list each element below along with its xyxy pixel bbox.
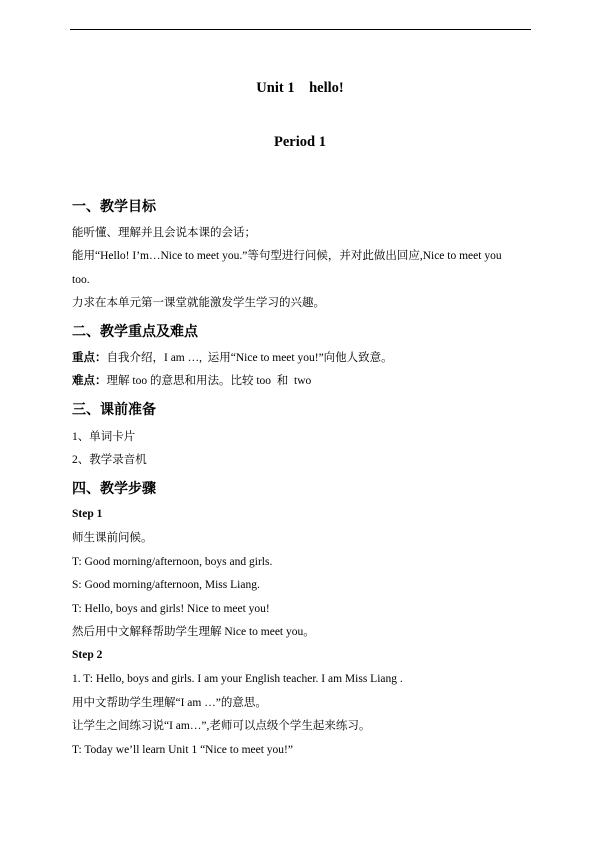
- difficult-point-text: 理解 too 的意思和用法。比较 too 和 two: [106, 375, 312, 387]
- period-title: Period 1: [274, 134, 326, 150]
- key-point-text: 自我介绍，I am …, 运用“Nice to meet you!”向他人致意。: [106, 352, 393, 364]
- step-1-line-5: 然后用中文解释帮助学生理解 Nice to meet you。: [72, 626, 315, 638]
- header-rule: [70, 29, 531, 30]
- objective-line-1: 能听懂、理解并且会说本课的会话；: [72, 227, 256, 239]
- step-2-line-3: 让学生之间练习说“I am…”,老师可以点级个学生起来练习。: [72, 720, 371, 732]
- objective-line-3: too.: [72, 274, 90, 286]
- key-point-line: [72, 351, 393, 365]
- step-1-label: Step 1: [72, 508, 103, 520]
- difficult-point-line: [72, 374, 311, 388]
- step-2-line-4: T: Today we’ll learn Unit 1 “Nice to meet you!”: [72, 744, 293, 756]
- step-1-line-2: T: Good morning/afternoon, boys and girls.: [72, 556, 273, 568]
- objective-line-4: 力求在本单元第一课堂就能激发学生学习的兴趣。: [72, 297, 325, 309]
- section-heading-preparation: 三、课前准备: [72, 402, 156, 418]
- section-heading-procedure: 四、教学步骤: [72, 481, 156, 497]
- document-title: Unit 1 hello!: [256, 80, 344, 96]
- section-heading-objectives: 一、教学目标: [72, 199, 156, 215]
- objective-line-2: 能用“Hello! I’m…Nice to meet you.”等句型进行问候，并对此做出回应,Nice to meet you: [72, 250, 502, 262]
- step-1-line-1: 师生课前问候。: [72, 532, 153, 544]
- key-point-label: 重点：: [72, 352, 107, 364]
- step-2-line-1: 1. T: Hello, boys and girls. I am your English teacher. I am Miss Liang .: [72, 673, 403, 685]
- step-2-line-2: 用中文帮助学生理解“I am …”的意思。: [72, 697, 267, 709]
- preparation-item-2: 2、教学录音机: [72, 454, 147, 466]
- difficult-point-label: 难点：: [72, 375, 107, 387]
- preparation-item-1: 1、单词卡片: [72, 431, 136, 443]
- step-1-line-4: T: Hello, boys and girls! Nice to meet you!: [72, 603, 270, 615]
- section-heading-keypoints: 二、教学重点及难点: [72, 324, 198, 340]
- step-1-line-3: S: Good morning/afternoon, Miss Liang.: [72, 579, 260, 591]
- step-2-label: Step 2: [72, 649, 103, 661]
